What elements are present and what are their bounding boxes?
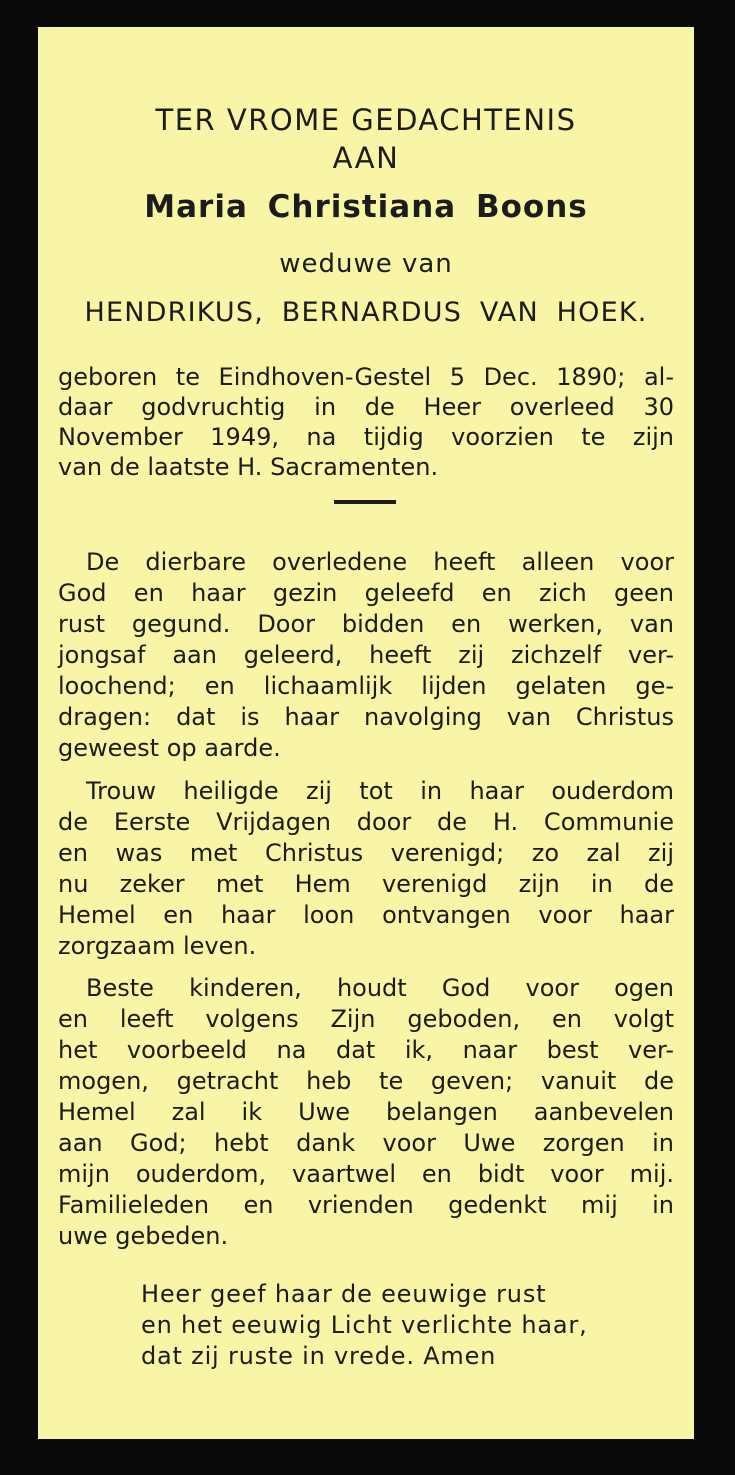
prayer-line: en het eeuwig Licht verlichte haar,: [141, 1311, 588, 1339]
deceased-name: Maria Christiana Boons: [144, 189, 588, 225]
paragraph-3-line: en leeft volgens Zijn geboden, en volgt: [58, 1005, 674, 1033]
paragraph-1-line: rust gegund. Door bidden en werken, van: [58, 610, 674, 638]
paragraph-3-line: Familieleden en vrienden gedenkt mij in: [58, 1191, 674, 1219]
paragraph-2-line: zorgzaam leven.: [58, 932, 257, 960]
paragraph-1-line: God en haar gezin geleefd en zich geen: [58, 579, 674, 607]
spouse-name: HENDRIKUS, BERNARDUS VAN HOEK.: [84, 297, 648, 328]
paragraph-1-line: loochend; en lichaamlijk lijden gelaten ge-: [58, 672, 674, 700]
paragraph-2-line: Hemel en haar loon ontvangen voor haar: [58, 901, 674, 929]
paragraph-1-line: dragen: dat is haar navolging van Christus: [58, 703, 674, 731]
paragraph-3-line: Beste kinderen, houdt God voor ogen: [86, 974, 674, 1002]
bio-line: geboren te Eindhoven-Gestel 5 Dec. 1890; al-: [58, 363, 674, 391]
prayer-line: dat zij ruste in vrede. Amen: [141, 1342, 497, 1370]
bio-line: daar godvruchtig in de Heer overleed 30: [58, 393, 674, 421]
paragraph-1-line: geweest op aarde.: [58, 734, 281, 762]
paragraph-3-line: mijn ouderdom, vaartwel en bidt voor mij.: [58, 1160, 674, 1188]
divider-rule: [334, 500, 396, 504]
heading-line-1: TER VROME GEDACHTENIS: [155, 103, 577, 137]
paragraph-1-line: jongsaf aan geleerd, heeft zij zichzelf ver-: [58, 641, 674, 669]
memorial-card: [38, 27, 694, 1439]
paragraph-3-line: uwe gebeden.: [58, 1222, 229, 1250]
paragraph-1-line: De dierbare overledene heeft alleen voor: [86, 548, 674, 576]
paragraph-2-line: en was met Christus verenigd; zo zal zij: [58, 839, 674, 867]
paragraph-3-line: aan God; hebt dank voor Uwe zorgen in: [58, 1129, 674, 1157]
paragraph-2-line: de Eerste Vrijdagen door de H. Communie: [58, 808, 674, 836]
paragraph-3-line: mogen, getracht heb te geven; vanuit de: [58, 1067, 674, 1095]
bio-line: van de laatste H. Sacramenten.: [58, 453, 439, 481]
bio-line: November 1949, na tijdig voorzien te zijn: [58, 423, 674, 451]
paragraph-2-line: nu zeker met Hem verenigd zijn in de: [58, 870, 674, 898]
heading-line-2: AAN: [332, 141, 400, 175]
relation-text: weduwe van: [279, 249, 453, 279]
paragraph-2-line: Trouw heiligde zij tot in haar ouderdom: [86, 777, 674, 805]
paragraph-3-line: het voorbeeld na dat ik, naar best ver-: [58, 1036, 674, 1064]
paragraph-3-line: Hemel zal ik Uwe belangen aanbevelen: [58, 1098, 674, 1126]
prayer-line: Heer geef haar de eeuwige rust: [141, 1280, 547, 1308]
